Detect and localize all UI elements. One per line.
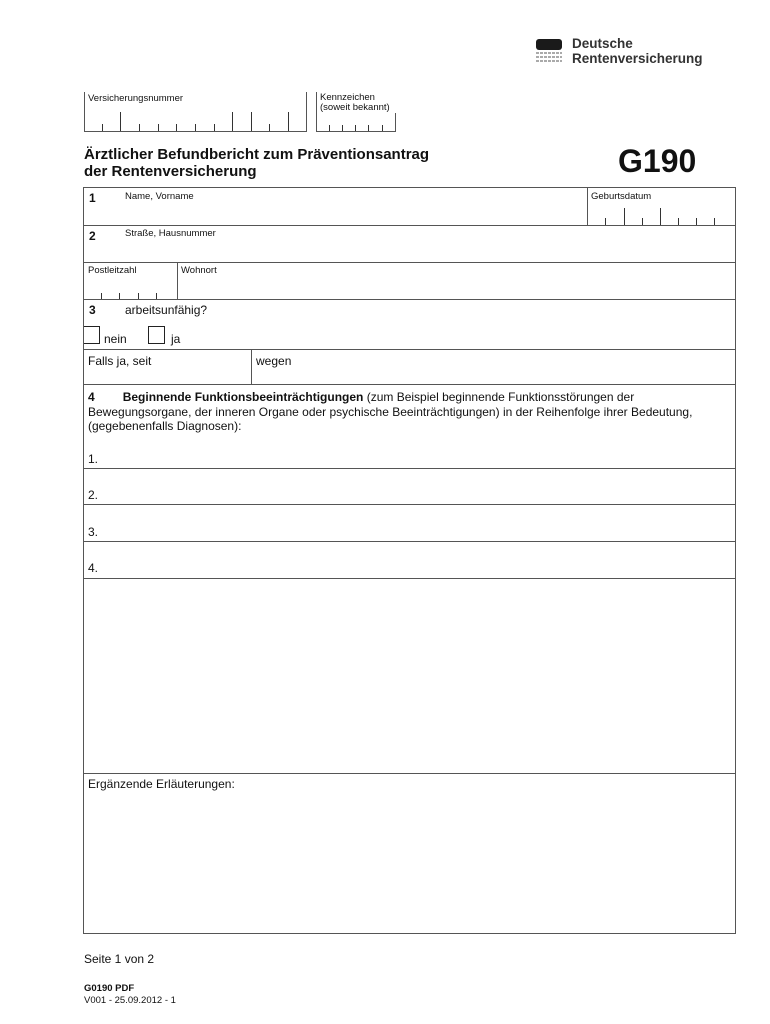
- identifier-field[interactable]: [316, 113, 396, 132]
- impairment-4-label: 4.: [88, 561, 99, 575]
- section3-number: 3: [89, 303, 96, 317]
- postcode-field[interactable]: [84, 263, 177, 299]
- identifier-sublabel: (soweit bekannt): [320, 102, 390, 113]
- section4-heading-bold: Beginnende Funktionsbeeinträchtigungen: [122, 390, 364, 404]
- impairment-3-field[interactable]: [84, 505, 735, 540]
- doc-code: G0190 PDF: [84, 983, 135, 994]
- section4-heading-rest: (zum Beispiel beginnende Funktionsstörungen der: [363, 390, 635, 404]
- city-field[interactable]: [178, 263, 735, 299]
- brand-line1: Deutsche: [572, 36, 633, 51]
- unfit-question: arbeitsunfähig?: [125, 303, 208, 317]
- section1-number: 1: [89, 191, 96, 205]
- checkbox-yes[interactable]: [148, 326, 165, 344]
- impairment-2-label: 2.: [88, 488, 99, 502]
- impairment-2-field[interactable]: [84, 469, 735, 503]
- name-field[interactable]: [84, 188, 587, 225]
- impairment-1-field[interactable]: [84, 448, 735, 468]
- section4-heading-line2: Bewegungsorgane, der inneren Organe oder psychische Beeinträchtigungen) in der Reihenfolge ihrer Bedeutung,: [88, 404, 693, 419]
- section4-heading: [88, 390, 728, 434]
- birthdate-label: Geburtsdatum: [591, 191, 652, 202]
- section4-number: 4: [88, 390, 95, 404]
- form-title-line2: der Rentenversicherung: [84, 163, 257, 180]
- insurance-number-field[interactable]: [84, 92, 307, 132]
- impairment-details-field[interactable]: [84, 579, 735, 772]
- drv-logo-icon: [535, 38, 563, 64]
- notes-label: Ergänzende Erläuterungen:: [88, 777, 235, 791]
- birthdate-field[interactable]: [588, 188, 735, 225]
- brand-line2: Rentenversicherung: [572, 51, 703, 66]
- city-label: Wohnort: [181, 265, 217, 276]
- postcode-label: Postleitzahl: [88, 265, 137, 276]
- section4-heading-line3: (gegebenenfalls Diagnosen):: [88, 419, 242, 433]
- impairment-4-field[interactable]: [84, 542, 735, 577]
- name-label: Name, Vorname: [125, 191, 194, 202]
- section2-number: 2: [89, 229, 96, 243]
- checkbox-no[interactable]: [84, 326, 100, 344]
- impairment-1-label: 1.: [88, 452, 99, 466]
- notes-field[interactable]: [84, 795, 735, 932]
- option-no-label: nein: [104, 332, 127, 346]
- form-code: G190: [618, 143, 697, 179]
- section4-heading-line1: [88, 390, 728, 405]
- page-indicator: Seite 1 von 2: [84, 952, 155, 966]
- since-field[interactable]: [84, 350, 251, 384]
- identifier-label: [320, 93, 390, 113]
- street-field[interactable]: [84, 226, 735, 262]
- street-label: Straße, Hausnummer: [125, 228, 216, 239]
- identifier-label-text: Kennzeichen: [320, 92, 375, 103]
- form-title-line1: Ärztlicher Befundbericht zum Präventionsantrag: [84, 146, 430, 163]
- doc-version: V001 - 25.09.2012 - 1: [84, 995, 176, 1006]
- because-label: wegen: [256, 354, 292, 368]
- because-field[interactable]: [252, 350, 735, 384]
- impairment-3-label: 3.: [88, 525, 99, 539]
- since-label: Falls ja, seit: [88, 354, 152, 368]
- insurance-number-label: Versicherungsnummer: [88, 93, 184, 104]
- option-yes-label: ja: [171, 332, 181, 346]
- drv-logo: [535, 37, 715, 69]
- form-title: [84, 146, 429, 180]
